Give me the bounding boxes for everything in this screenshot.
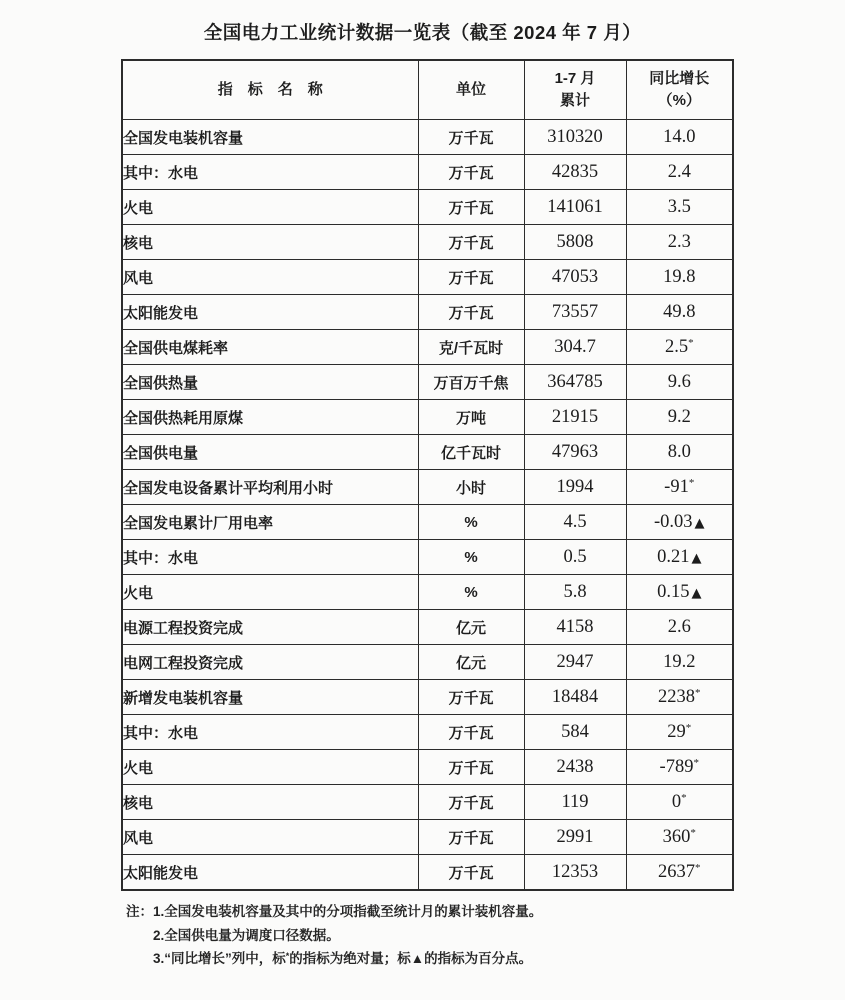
- indicator-label: 全国供电量: [123, 444, 199, 462]
- table-row: [122, 855, 733, 891]
- yoy-cell: [626, 715, 733, 750]
- value-cell: 584: [524, 715, 626, 750]
- unit-cell: 万千瓦: [418, 295, 524, 330]
- unit-cell: 亿千瓦时: [418, 435, 524, 470]
- table-row: [122, 155, 733, 190]
- table-row: [122, 680, 733, 715]
- indicator-label: 其中：水电: [123, 164, 199, 182]
- yoy-value: 29: [667, 721, 686, 742]
- note-line: [153, 924, 542, 948]
- value-cell: 119: [524, 785, 626, 820]
- asterisk-marker: *: [688, 476, 695, 489]
- indicator-cell: [122, 295, 418, 330]
- yoy-cell: [626, 855, 733, 891]
- indicator-cell: [122, 610, 418, 645]
- indicator-label: 风电: [123, 269, 154, 287]
- yoy-value: -789: [659, 756, 694, 777]
- triangle-marker: ▲: [694, 515, 705, 531]
- yoy-cell: [626, 400, 733, 435]
- value-cell: 364785: [524, 365, 626, 400]
- yoy-cell: [626, 575, 733, 610]
- note-text: 3.“同比增长”列中，标: [153, 951, 286, 966]
- unit-cell: 亿元: [418, 645, 524, 680]
- indicator-label: 其中：水电: [123, 724, 199, 742]
- indicator-cell: [122, 470, 418, 505]
- value-cell: 5808: [524, 225, 626, 260]
- yoy-cell: [626, 505, 733, 540]
- value-cell: 47963: [524, 435, 626, 470]
- table-body: [122, 120, 733, 891]
- value-cell: 42835: [524, 155, 626, 190]
- table-row: [122, 715, 733, 750]
- yoy-value: 49.8: [663, 301, 696, 322]
- yoy-cell: [626, 260, 733, 295]
- col-header-period-line1: 1-7 月: [554, 70, 596, 87]
- yoy-cell: [626, 330, 733, 365]
- yoy-value: 14.0: [663, 126, 696, 147]
- indicator-label: 核电: [123, 794, 154, 812]
- yoy-cell: [626, 120, 733, 155]
- yoy-value: 9.6: [667, 371, 691, 392]
- indicator-cell: [122, 260, 418, 295]
- unit-cell: 万千瓦: [418, 715, 524, 750]
- indicator-cell: [122, 365, 418, 400]
- header-row: [122, 60, 733, 120]
- yoy-value: -0.03: [653, 511, 693, 532]
- yoy-cell: [626, 190, 733, 225]
- yoy-value: 0: [671, 791, 682, 812]
- value-cell: 12353: [524, 855, 626, 891]
- notes: [126, 900, 845, 971]
- indicator-cell: [122, 785, 418, 820]
- yoy-cell: [626, 785, 733, 820]
- yoy-value: 2.5: [664, 336, 689, 357]
- indicator-label: 新增发电装机容量: [123, 689, 244, 707]
- unit-cell: 万千瓦: [418, 785, 524, 820]
- value-cell: 2947: [524, 645, 626, 680]
- indicator-label: 火电: [123, 584, 154, 602]
- table-row: [122, 540, 733, 575]
- yoy-cell: [626, 610, 733, 645]
- yoy-value: 8.0: [667, 441, 691, 462]
- indicator-label: 全国供热量: [123, 374, 199, 392]
- unit-cell: 亿元: [418, 610, 524, 645]
- note-text: 的指标为绝对量；标▲的指标为百分点。: [289, 951, 533, 966]
- table-row: [122, 225, 733, 260]
- unit-cell: 万千瓦: [418, 680, 524, 715]
- unit-cell: %: [418, 575, 524, 610]
- indicator-label: 火电: [123, 199, 154, 217]
- asterisk-marker: *: [688, 336, 694, 349]
- indicator-cell: [122, 645, 418, 680]
- note-asterisk: *: [285, 951, 290, 961]
- table-row: [122, 190, 733, 225]
- yoy-cell: [626, 540, 733, 575]
- indicator-cell: [122, 750, 418, 785]
- value-cell: 5.8: [524, 575, 626, 610]
- indicator-label: 风电: [123, 829, 154, 847]
- indicator-cell: [122, 120, 418, 155]
- yoy-cell: [626, 470, 733, 505]
- yoy-cell: [626, 435, 733, 470]
- table-row: [122, 750, 733, 785]
- indicator-cell: [122, 855, 418, 891]
- indicator-cell: [122, 190, 418, 225]
- yoy-value: 9.2: [667, 406, 691, 427]
- table-row: [122, 400, 733, 435]
- yoy-value: 2.3: [667, 231, 691, 252]
- value-cell: 2438: [524, 750, 626, 785]
- yoy-value: 360: [662, 826, 691, 847]
- value-cell: 47053: [524, 260, 626, 295]
- unit-cell: 万百万千焦: [418, 365, 524, 400]
- unit-cell: 万千瓦: [418, 155, 524, 190]
- table-row: [122, 330, 733, 365]
- yoy-value: -91: [664, 476, 689, 497]
- unit-cell: 克/千瓦时: [418, 330, 524, 365]
- triangle-marker: ▲: [691, 585, 702, 601]
- col-header-unit: 单位: [418, 60, 524, 120]
- unit-cell: 万千瓦: [418, 820, 524, 855]
- page-title: 全国电力工业统计数据一览表（截至 2024 年 7 月）: [203, 22, 642, 43]
- table-row: [122, 435, 733, 470]
- unit-cell: 万千瓦: [418, 190, 524, 225]
- yoy-value: 3.5: [667, 196, 691, 217]
- asterisk-marker: *: [685, 721, 692, 734]
- indicator-label: 火电: [123, 759, 154, 777]
- indicator-label: 电源工程投资完成: [123, 619, 244, 637]
- unit-cell: 万千瓦: [418, 260, 524, 295]
- unit-cell: 万千瓦: [418, 225, 524, 260]
- indicator-label: 全国发电累计厂用电率: [123, 514, 274, 532]
- table-row: [122, 785, 733, 820]
- indicator-label: 太阳能发电: [123, 864, 199, 882]
- yoy-value: 2.6: [667, 616, 691, 637]
- col-header-period: [524, 60, 626, 120]
- indicator-cell: [122, 715, 418, 750]
- triangle-marker: ▲: [691, 550, 702, 566]
- asterisk-marker: *: [693, 756, 699, 769]
- indicator-label: 全国供电煤耗率: [123, 339, 229, 357]
- unit-cell: %: [418, 540, 524, 575]
- yoy-cell: [626, 295, 733, 330]
- value-cell: 310320: [524, 120, 626, 155]
- col-header-yoy: [626, 60, 733, 120]
- yoy-cell: [626, 365, 733, 400]
- unit-cell: 万千瓦: [418, 750, 524, 785]
- col-header-yoy-line1: 同比增长: [649, 70, 710, 87]
- indicator-cell: [122, 540, 418, 575]
- col-header-indicator: 指 标 名 称: [122, 60, 418, 120]
- value-cell: 1994: [524, 470, 626, 505]
- value-cell: 2991: [524, 820, 626, 855]
- statistics-table: [121, 59, 734, 891]
- unit-cell: 万千瓦: [418, 855, 524, 891]
- yoy-cell: [626, 155, 733, 190]
- unit-cell: %: [418, 505, 524, 540]
- indicator-label: 电网工程投资完成: [123, 654, 244, 672]
- yoy-cell: [626, 750, 733, 785]
- asterisk-marker: *: [690, 826, 696, 839]
- table-row: [122, 820, 733, 855]
- table-row: [122, 470, 733, 505]
- value-cell: 304.7: [524, 330, 626, 365]
- indicator-label: 全国发电设备累计平均利用小时: [123, 479, 334, 497]
- table-row: [122, 295, 733, 330]
- yoy-cell: [626, 645, 733, 680]
- table-row: [122, 120, 733, 155]
- value-cell: 141061: [524, 190, 626, 225]
- indicator-label: 太阳能发电: [123, 304, 199, 322]
- col-header-yoy-line2: （%）: [657, 92, 701, 109]
- indicator-cell: [122, 505, 418, 540]
- yoy-value: 0.21: [657, 546, 690, 567]
- indicator-label: 核电: [123, 234, 154, 252]
- asterisk-marker: *: [695, 686, 701, 699]
- note-text: 2.全国供电量为调度口径数据。: [153, 927, 340, 943]
- indicator-label: 全国供热耗用原煤: [123, 409, 244, 427]
- indicator-label: 全国发电装机容量: [123, 129, 244, 147]
- unit-cell: 万千瓦: [418, 120, 524, 155]
- note-line: [153, 900, 542, 924]
- table-row: [122, 365, 733, 400]
- indicator-cell: [122, 435, 418, 470]
- value-cell: 73557: [524, 295, 626, 330]
- indicator-cell: [122, 330, 418, 365]
- indicator-cell: [122, 155, 418, 190]
- col-header-period-line2: 累计: [559, 92, 590, 109]
- value-cell: 21915: [524, 400, 626, 435]
- yoy-value: 0.15: [657, 581, 690, 602]
- yoy-cell: [626, 680, 733, 715]
- note-text: 1.全国发电装机容量及其中的分项指截至统计月的累计装机容量。: [153, 904, 543, 919]
- indicator-cell: [122, 225, 418, 260]
- yoy-value: 2637: [658, 861, 695, 882]
- indicator-cell: [122, 400, 418, 435]
- unit-cell: 万吨: [418, 400, 524, 435]
- yoy-cell: [626, 820, 733, 855]
- table-row: [122, 505, 733, 540]
- table-row: [122, 260, 733, 295]
- yoy-value: 2238: [658, 686, 695, 707]
- table-row: [122, 575, 733, 610]
- asterisk-marker: *: [695, 861, 701, 874]
- notes-label: 注：: [126, 904, 153, 919]
- value-cell: 4158: [524, 610, 626, 645]
- yoy-value: 2.4: [667, 161, 691, 182]
- yoy-value: 19.8: [663, 266, 696, 287]
- note-line: [153, 947, 542, 971]
- asterisk-marker: *: [681, 791, 687, 804]
- indicator-cell: [122, 820, 418, 855]
- value-cell: 18484: [524, 680, 626, 715]
- indicator-label: 其中：水电: [123, 549, 199, 567]
- value-cell: 0.5: [524, 540, 626, 575]
- unit-cell: 小时: [418, 470, 524, 505]
- table-row: [122, 645, 733, 680]
- yoy-value: 19.2: [663, 651, 696, 672]
- indicator-cell: [122, 680, 418, 715]
- yoy-cell: [626, 225, 733, 260]
- note-items: [153, 900, 542, 971]
- value-cell: 4.5: [524, 505, 626, 540]
- indicator-cell: [122, 575, 418, 610]
- table-row: [122, 610, 733, 645]
